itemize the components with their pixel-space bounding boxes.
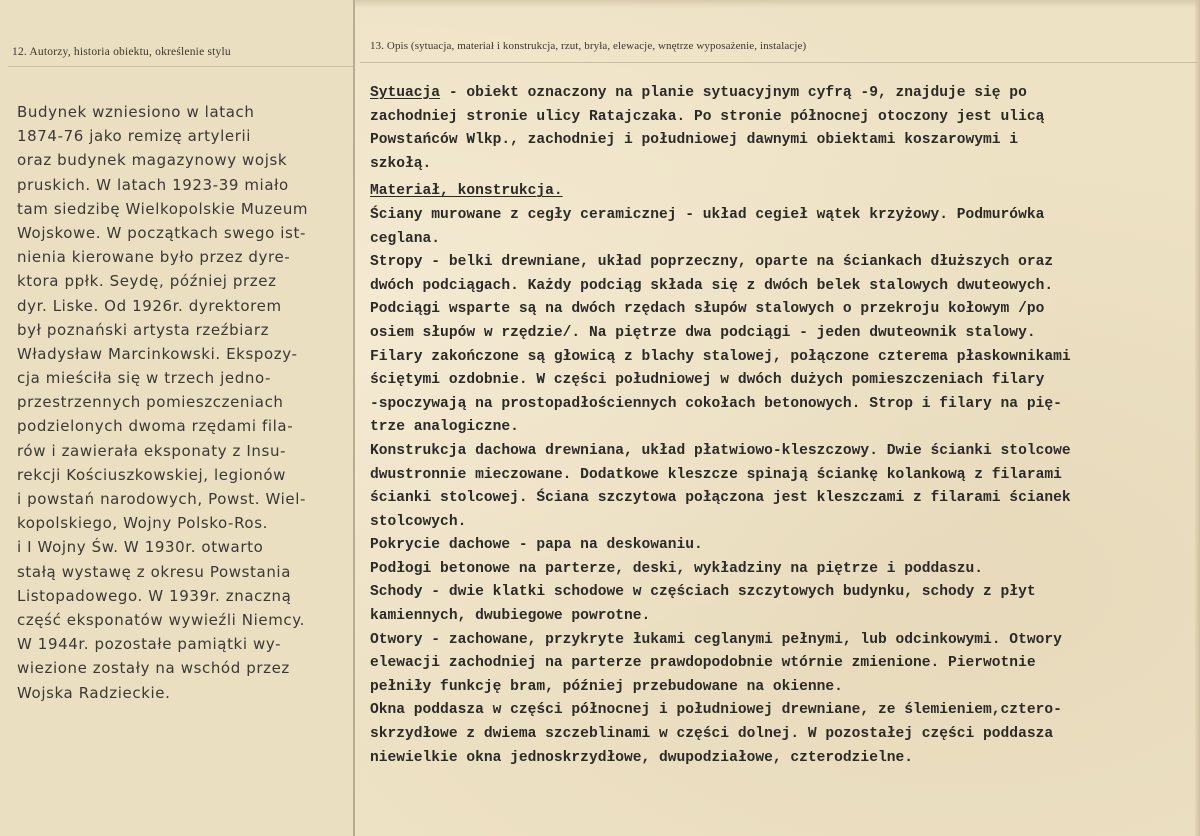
material-text-line: -spoczywają na prostopadłościennych cokołach betonowych. Strop i filary na pię- xyxy=(370,395,1062,412)
material-text-line: Podciągi wsparte są na dwóch rzędach słupów stalowych o przekroju kołowym /po xyxy=(370,301,1045,318)
material-text-line: Pokrycie dachowe - papa na deskowaniu. xyxy=(370,537,703,554)
history-text-line: dyr. Liske. Od 1926r. dyrektorem xyxy=(17,296,282,315)
sytuacja-first-line-text: - obiekt oznaczony na planie sytuacyjnym cyfrą -9, znajduje się po xyxy=(440,85,1027,101)
history-text-line: kopolskiego, Wojny Polsko-Ros. xyxy=(17,514,268,533)
material-text-line: elewacji zachodniej na parterze prawdopodobnie wtórnie zmienione. Pierwotnie xyxy=(370,655,1036,672)
history-text-line: Wojskowe. W początkach swego ist- xyxy=(17,223,306,242)
material-text-line: Ściany murowane z cegły ceramicznej - układ cegieł wątek krzyżowy. Podmurówka xyxy=(370,206,1045,223)
material-heading-line xyxy=(370,180,1190,204)
history-text-line: był poznański artysta rzeźbiarz xyxy=(17,320,270,339)
history-text-line: część eksponatów wywieźli Niemcy. xyxy=(17,610,305,629)
history-text-line: 1874-76 jako remizę artylerii xyxy=(17,127,252,146)
history-text-line: Władysław Marcinkowski. Ekspozy- xyxy=(17,344,298,363)
material-text-line: Filary zakończone są głowicą z blachy stalowej, połączone czterema płaskownikami xyxy=(370,348,1071,365)
history-text-line: nienia kierowane było przez dyre- xyxy=(17,248,291,267)
material-text-line: skrzydłowe z dwiema szczeblinami w części dolnej. W pozostałej części poddasza xyxy=(370,726,1054,743)
history-text-line: tam siedzibę Wielkopolskie Muzeum xyxy=(17,199,309,218)
material-text-line: pełniły funkcję bram, później przebudowane na okienne. xyxy=(370,678,843,695)
history-section-header: 12. Autorzy, historia obiektu, określenie stylu xyxy=(12,46,231,58)
material-text-line: Konstrukcja dachowa drewniana, układ płatwiowo-kleszczowy. Dwie ścianki stolcowe xyxy=(370,442,1071,459)
history-text-line: rekcji Kościuszkowskiej, legionów xyxy=(17,465,287,484)
history-text-line: stałą wystawę z okresu Powstania xyxy=(17,562,291,581)
history-column xyxy=(0,0,355,836)
description-section-header: 13. Opis (sytuacja, materiał i konstrukcja, rzut, bryła, elewacje, wnętrze wyposażenie, instalacje) xyxy=(370,40,807,52)
material-text-line: ścianki stolcowej. Ściana szczytowa połączona jest kleszczami z filarami ścianek xyxy=(370,490,1071,507)
material-text-line: stolcowych. xyxy=(370,513,467,530)
sytuacja-first-line xyxy=(370,82,1190,106)
history-text-line: oraz budynek magazynowy wojsk xyxy=(17,151,288,170)
history-text-line: ktora ppłk. Seydę, później przez xyxy=(17,272,277,291)
history-text xyxy=(17,100,352,705)
history-text-line: i powstań narodowych, Powst. Wiel- xyxy=(17,490,306,508)
sytuacja-paragraph xyxy=(370,106,1190,177)
material-text-line: niewielkie okna jednoskrzydłowe, dwupodziałowe, czterodzielne. xyxy=(370,749,913,766)
description-header-divider xyxy=(360,62,1198,63)
material-text-line: dwustronnie mieczowane. Dodatkowe kleszcze spinają ściankę kolankową z filarami xyxy=(370,466,1062,483)
material-text-line: trze analogiczne. xyxy=(370,419,519,436)
material-paragraph xyxy=(370,204,1190,770)
history-header-divider xyxy=(8,66,353,67)
history-text-line: Listopadowego. W 1939r. znaczną xyxy=(17,586,292,605)
history-text-line: pruskich. W latach 1923-39 miało xyxy=(17,175,289,194)
material-text-line: osiem słupów w rzędzie/. Na piętrze dwa podciągi - jeden dwuteownik stalowy. xyxy=(370,324,1036,341)
description-text xyxy=(370,82,1190,770)
material-text-line: ceglana. xyxy=(370,230,441,247)
paper-edge-right xyxy=(1194,0,1200,836)
material-text-line: Stropy - belki drewniane, układ poprzeczny, oparte na ściankach dłuższych oraz xyxy=(370,254,1054,271)
history-text-line: Wojska Radzieckie. xyxy=(17,683,171,702)
material-text-line: Schody - dwie klatki schodowe w częściach szczytowych budynku, schody z płyt xyxy=(370,584,1036,601)
history-text-line: przestrzennych pomieszczeniach xyxy=(17,393,284,412)
sytuacja-text-line: szkołą. xyxy=(370,155,432,172)
history-text-line: i I Wojny Św. W 1930r. otwarto xyxy=(17,538,264,557)
history-text-line: rów i zawierała eksponaty z Insu- xyxy=(17,441,287,460)
sytuacja-heading: Sytuacja xyxy=(370,85,441,101)
material-text-line: dwóch podciągach. Każdy podciąg składa się z dwóch belek stalowych dwuteowych. xyxy=(370,277,1054,294)
material-text-line: Podłogi betonowe na parterze, deski, wykładziny na piętrze i poddaszu. xyxy=(370,560,984,577)
material-text-line: kamiennych, dwubiegowe powrotne. xyxy=(370,608,651,625)
material-text-line: Otwory - zachowane, przykryte łukami ceglanymi pełnymi, lub odcinkowymi. Otwory xyxy=(370,631,1062,648)
material-text-line: ściętymi ozdobnie. W części południowej w dwóch dużych pomieszczeniach filary xyxy=(370,372,1045,389)
material-text-line: Okna poddasza w części północnej i południowej drewniane, ze ślemieniem,cztero- xyxy=(370,702,1062,719)
material-heading: Materiał, konstrukcja. xyxy=(370,183,563,200)
history-text-line: W 1944r. pozostałe pamiątki wy- xyxy=(17,635,282,654)
sytuacja-text-line: Powstańców Wlkp., zachodniej i południowej dawnymi obiektami koszarowymi i xyxy=(370,132,1019,149)
sytuacja-text-line: zachodniej stronie ulicy Ratajczaka. Po stronie północnej otoczony jest ulicą xyxy=(370,108,1045,125)
history-text-line: Budynek wzniesiono w latach xyxy=(17,103,255,121)
history-text-line: wiezione zostały na wschód przez xyxy=(17,659,290,678)
history-text-line: podzielonych dwoma rzędami fila- xyxy=(17,417,294,436)
history-text-line: cja mieściła się w trzech jedno- xyxy=(17,369,272,388)
